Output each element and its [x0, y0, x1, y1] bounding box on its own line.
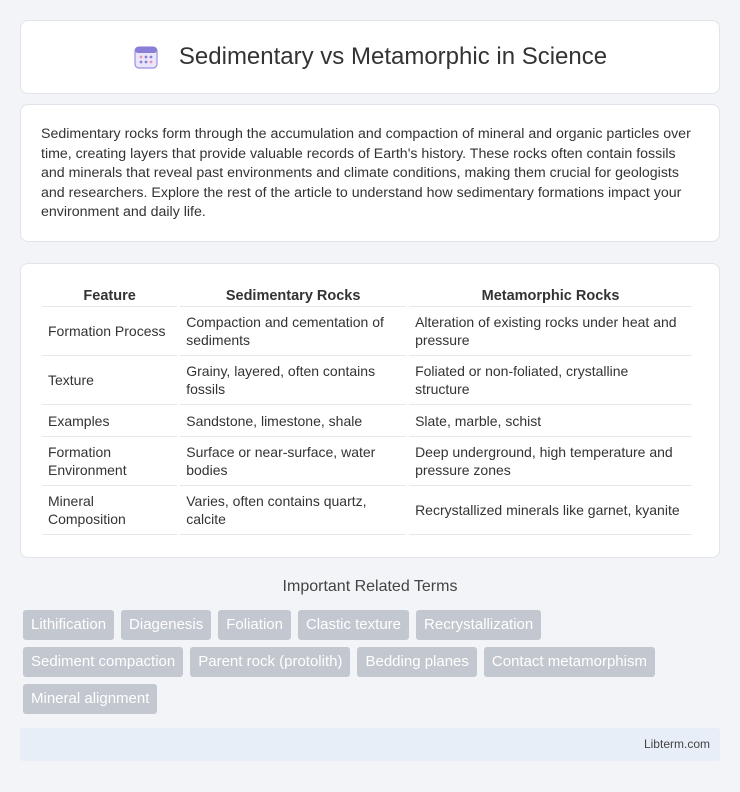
table-row	[42, 437, 692, 486]
page-title: Sedimentary vs Metamorphic in Science	[178, 43, 608, 70]
column-header-metamorphic: Metamorphic Rocks	[409, 284, 692, 307]
table-cell: Grainy, layered, often contains fossils	[180, 356, 406, 405]
tag-contact-metamorphism[interactable]: Contact metamorphism	[484, 647, 655, 677]
table-cell: Formation Process	[42, 307, 177, 356]
column-header-sedimentary: Sedimentary Rocks	[180, 284, 406, 307]
tag-mineral-alignment[interactable]: Mineral alignment	[23, 684, 157, 714]
table-cell: Deep underground, high temperature and pressure zones	[409, 437, 692, 486]
table-row	[42, 405, 692, 437]
tag-sediment-compaction[interactable]: Sediment compaction	[23, 647, 183, 677]
tag-diagenesis[interactable]: Diagenesis	[121, 610, 211, 640]
table-row	[42, 356, 692, 405]
tag-clastic-texture[interactable]: Clastic texture	[298, 610, 409, 640]
footer	[20, 728, 720, 761]
comparison-table	[39, 284, 695, 535]
intro-text: Sedimentary rocks form through the accumulation and compaction of mineral and organic particles over time, creating layers that provide valuable records of Earth's history. These rocks often contain fossils and minerals that reveal past environments and climate conditions, making them crucial for geologists and researchers. Explore the rest of the article to understand how sedimentary formations impact your environment and daily life.	[41, 126, 691, 221]
table-row	[42, 307, 692, 356]
comparison-table-card	[20, 263, 720, 558]
table-cell: Texture	[42, 356, 177, 405]
table-cell: Surface or near-surface, water bodies	[180, 437, 406, 486]
table-cell: Examples	[42, 405, 177, 437]
tag-bedding-planes[interactable]: Bedding planes	[357, 647, 476, 677]
table-cell: Slate, marble, schist	[409, 405, 692, 437]
table-cell: Varies, often contains quartz, calcite	[180, 486, 406, 535]
tag-parent-rock[interactable]: Parent rock (protolith)	[190, 647, 350, 677]
tag-foliation[interactable]: Foliation	[218, 610, 291, 640]
table-cell: Formation Environment	[42, 437, 177, 486]
header-card	[20, 20, 720, 94]
table-cell: Recrystallized minerals like garnet, kyanite	[409, 486, 692, 535]
tag-recrystallization[interactable]: Recrystallization	[416, 610, 541, 640]
column-header-feature: Feature	[42, 284, 177, 307]
related-terms-list	[23, 610, 723, 721]
table-cell: Mineral Composition	[42, 486, 177, 535]
related-terms-title: Important Related Terms	[282, 578, 458, 595]
footer-site-link[interactable]: Libterm.com	[643, 737, 710, 751]
table-cell: Alteration of existing rocks under heat and pressure	[409, 307, 692, 356]
table-cell: Foliated or non-foliated, crystalline structure	[409, 356, 692, 405]
table-cell: Compaction and cementation of sediments	[180, 307, 406, 356]
calendar-icon	[133, 44, 159, 70]
table-cell: Sandstone, limestone, shale	[180, 405, 406, 437]
intro-card	[20, 104, 720, 242]
tag-lithification[interactable]: Lithification	[23, 610, 114, 640]
table-row	[42, 486, 692, 535]
